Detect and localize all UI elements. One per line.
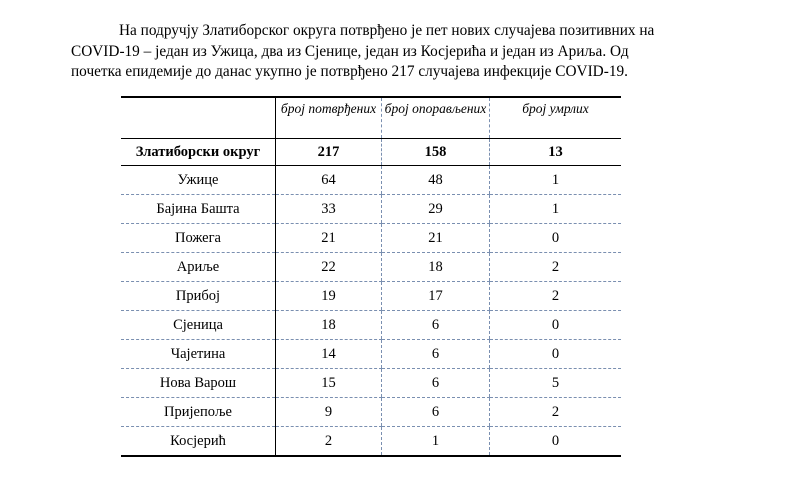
header-deaths: број умрлих [490, 97, 622, 139]
recovered-count: 6 [382, 398, 490, 427]
table-row [121, 398, 621, 427]
total-confirmed: 217 [276, 139, 382, 166]
confirmed-count: 21 [276, 224, 382, 253]
municipality-name: Сјеница [121, 311, 276, 340]
confirmed-count: 22 [276, 253, 382, 282]
confirmed-count: 2 [276, 427, 382, 457]
confirmed-count: 18 [276, 311, 382, 340]
recovered-count: 48 [382, 166, 490, 195]
table-row [121, 369, 621, 398]
recovered-count: 1 [382, 427, 490, 457]
confirmed-count: 33 [276, 195, 382, 224]
confirmed-count: 9 [276, 398, 382, 427]
municipality-name: Ариље [121, 253, 276, 282]
deaths-count: 0 [490, 427, 622, 457]
deaths-count: 2 [490, 398, 622, 427]
confirmed-count: 64 [276, 166, 382, 195]
recovered-count: 6 [382, 311, 490, 340]
municipality-name: Нова Варош [121, 369, 276, 398]
header-confirmed: број потврђених [276, 97, 382, 139]
table-row-total [121, 139, 621, 166]
municipality-name: Косјерић [170, 432, 226, 449]
table-row [121, 253, 621, 282]
municipality-name: Пожега [121, 224, 276, 253]
intro-line-2: COVID-19 – један из Ужица, два из Сјенице, један из Косјерића и један из Ариља. Од [71, 42, 629, 60]
confirmed-count: 15 [276, 369, 382, 398]
table-row [121, 282, 621, 311]
recovered-count: 6 [382, 340, 490, 369]
recovered-count: 18 [382, 253, 490, 282]
table-row [121, 311, 621, 340]
recovered-count: 6 [382, 369, 490, 398]
table-header-row [121, 97, 621, 139]
total-recovered: 158 [382, 139, 490, 166]
deaths-count: 1 [490, 195, 622, 224]
confirmed-count: 19 [276, 282, 382, 311]
municipality-name: Ужице [121, 166, 276, 195]
total-name: Златиборски округ [121, 139, 276, 166]
covid-stats-table [121, 96, 621, 457]
deaths-count: 0 [490, 224, 622, 253]
table-row [121, 224, 621, 253]
municipality-name: Прибој [121, 282, 276, 311]
deaths-count: 1 [490, 166, 622, 195]
confirmed-count: 14 [276, 340, 382, 369]
municipality-name: Бајина Башта [121, 195, 276, 224]
deaths-count: 0 [490, 340, 622, 369]
deaths-count: 0 [490, 311, 622, 340]
municipality-name: Пријепоље [121, 398, 276, 427]
recovered-count: 21 [382, 224, 490, 253]
header-municipality [121, 97, 276, 139]
intro-paragraph [71, 21, 711, 83]
municipality-name: Чајетина [121, 340, 276, 369]
table-row [121, 340, 621, 369]
deaths-count: 2 [490, 253, 622, 282]
recovered-count: 29 [382, 195, 490, 224]
table-row [121, 195, 621, 224]
header-recovered: број опорављених [382, 97, 490, 139]
table-row [121, 427, 621, 457]
intro-line-1: На подручју Златиборског округа потврђено је пет нових случајева позитивних на [119, 22, 655, 39]
deaths-count: 5 [490, 369, 622, 398]
table-row [121, 166, 621, 195]
intro-line-3: почетка епидемије до данас укупно је потврђено 217 случајева инфекције COVID-19. [71, 63, 628, 80]
total-deaths: 13 [490, 139, 622, 166]
recovered-count: 17 [382, 282, 490, 311]
deaths-count: 2 [490, 282, 622, 311]
